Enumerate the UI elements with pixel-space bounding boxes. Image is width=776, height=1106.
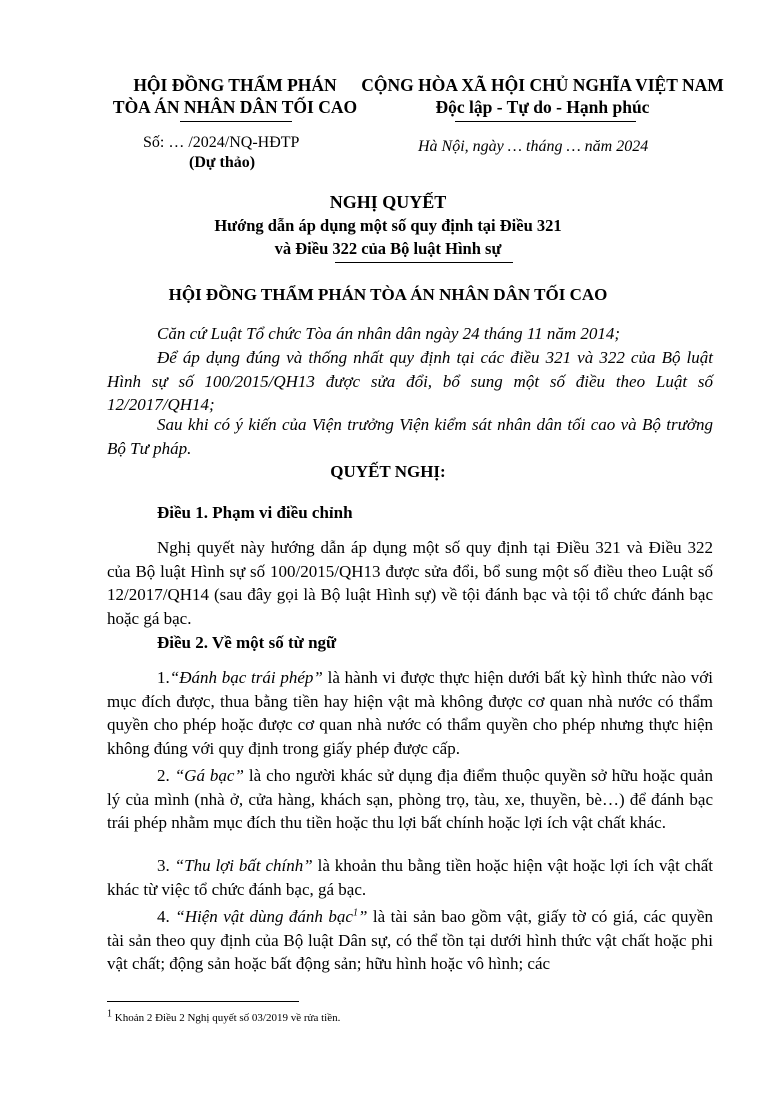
item-term: “Đánh bạc trái phép”	[169, 668, 323, 687]
national-motto: Độc lập - Tự do - Hạnh phúc	[435, 97, 650, 117]
article-1-heading: Điều 1. Phạm vi điều chỉnh	[157, 503, 353, 522]
article-1-text: Nghị quyết này hướng dẫn áp dụng một số quy định tại Điều 321 và Điều 322 của Bộ luật Hình sự số 100/2015/QH13 được sửa đổi, bổ sung một số điều theo Luật số 12/2017/QH14 (sau đây gọi là Bộ luật Hình sự) về tội đánh bạc và tội tổ chức đánh bạc hoặc gá bạc.	[107, 538, 713, 628]
document-number: Số: … /2024/NQ-HĐTP	[143, 134, 300, 151]
preamble-basis: Căn cứ Luật Tổ chức Tòa án nhân dân ngày 24 tháng 11 năm 2014;	[157, 324, 621, 343]
subtitle-underline	[335, 262, 513, 263]
item-term	[175, 907, 367, 926]
footnote-separator	[107, 1001, 299, 1002]
footnote-text: Khoản 2 Điều 2 Nghị quyết số 03/2019 về rửa tiền.	[112, 1012, 341, 1024]
item-number: 4.	[157, 907, 170, 926]
issuer-line1: HỘI ĐỒNG THẨM PHÁN	[133, 75, 337, 95]
subtitle-line1: Hướng dẫn áp dụng một số quy định tại Điều 321	[214, 216, 562, 235]
resolve-heading: QUYẾT NGHỊ:	[330, 462, 446, 481]
national-header	[345, 74, 740, 118]
issuer-line2: TÒA ÁN NHÂN DÂN TỐI CAO	[112, 97, 358, 117]
article-2-item-1	[107, 666, 713, 760]
term-text: “Hiện vật dùng đánh bạc	[175, 907, 353, 926]
item-text: là khoản thu bằng tiền hoặc hiện vật hoặc lợi ích vật chất khác từ việc tổ chức đánh bạc, gá bạc.	[107, 856, 714, 899]
item-text: là hành vi được thực hiện dưới bất kỳ hình thức nào với mục đích được, thua bằng tiền hay hiện vật mà không được cơ quan nhà nước có thẩm quyền cho phép hoặc được cơ quan nhà nước có thẩm quyền cho phép nhưng thực hiện không đúng với quy định trong giấy phép được cấp.	[107, 668, 714, 758]
issuer-heading: HỘI ĐỒNG THẨM PHÁN TÒA ÁN NHÂN DÂN TỐI CAO	[168, 285, 608, 304]
article-2-item-2	[107, 764, 713, 835]
article-2-item-4	[107, 905, 713, 976]
term-close-quote: ”	[357, 907, 368, 926]
preamble-consultation: Sau khi có ý kiến của Viện trưởng Viện kiểm sát nhân dân tối cao và Bộ trưởng Bộ Tư pháp.	[107, 415, 713, 458]
issuer-block	[95, 74, 375, 118]
place-date: Hà Nội, ngày … tháng … năm 2024	[418, 138, 649, 155]
item-term: “Thu lợi bất chính”	[174, 856, 313, 875]
footnote-mark: 1	[107, 1008, 112, 1020]
item-number: 3.	[157, 856, 170, 875]
item-number: 2.	[157, 766, 170, 785]
item-term: “Gá bạc”	[174, 766, 244, 785]
preamble-purpose: Để áp dụng đúng và thống nhất quy định tại các điều 321 và 322 của Bộ luật Hình sự số 100/2015/QH13 được sửa đổi, bổ sung một số điều theo Luật số 12/2017/QH14;	[107, 348, 713, 414]
item-text: là tài sản bao gồm vật, giấy tờ có giá, các quyền tài sản theo quy định của Bộ luật Dân sự, có thể tồn tại dưới hình thức vật chất hoặc phi vật chất; động sản hoặc bất động sản; hữu hình hoặc vô hình; các	[107, 907, 713, 973]
subtitle-line2: và Điều 322 của Bộ luật Hình sự	[274, 239, 502, 258]
national-title: CỘNG HÒA XÃ HỘI CHỦ NGHĨA VIỆT NAM	[361, 75, 724, 95]
draft-label: (Dự thảo)	[189, 154, 256, 171]
footnote	[107, 1008, 341, 1024]
motto-underline	[455, 121, 636, 122]
item-text: là cho người khác sử dụng địa điểm thuộc quyền sở hữu hoặc quản lý của mình (nhà ở, cửa hàng, khách sạn, phòng trọ, tàu, xe, thuyền, bè…) để đánh bạc trái phép nhằm mục đích thu tiền hoặc thu lợi bất chính hoặc lợi ích vật chất khác.	[107, 766, 714, 832]
document-title: NGHỊ QUYẾT	[329, 192, 447, 212]
issuer-underline	[180, 121, 292, 122]
article-2-item-3	[107, 854, 713, 901]
document-subtitle	[0, 214, 776, 260]
footnote-ref[interactable]: 1	[352, 907, 358, 919]
item-number: 1.	[157, 668, 170, 687]
article-2-heading: Điều 2. Về một số từ ngữ	[157, 633, 337, 652]
